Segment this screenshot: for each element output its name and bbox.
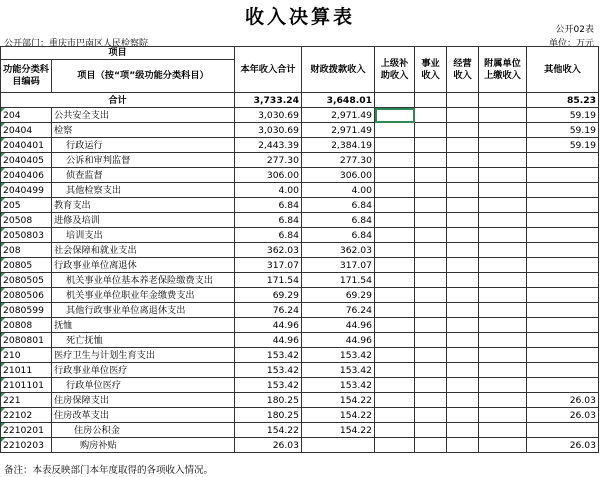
table-row [1,333,599,348]
upper-subsidy-cell[interactable] [375,228,415,243]
name-cell[interactable]: 培训支出 [52,228,235,243]
operating-cell[interactable] [447,363,479,378]
operating-cell[interactable] [447,108,479,123]
affiliated-cell[interactable] [479,363,527,378]
fiscal-cell[interactable]: 44.96 [302,333,375,348]
upper-subsidy-cell[interactable] [375,378,415,393]
name-cell[interactable]: 公诉和审判监督 [52,153,235,168]
business-cell[interactable] [415,123,447,138]
upper-subsidy-cell[interactable] [375,333,415,348]
fiscal-cell[interactable]: 306.00 [302,168,375,183]
upper-subsidy-cell[interactable] [375,138,415,153]
name-cell[interactable]: 教育支出 [52,198,235,213]
fiscal-cell[interactable]: 153.42 [302,363,375,378]
other-cell[interactable]: 59.19 [527,138,599,153]
affiliated-cell[interactable] [479,183,527,198]
table-row [1,438,599,453]
total-income-cell[interactable]: 171.54 [235,273,302,288]
other-cell[interactable] [527,318,599,333]
total-income-cell[interactable]: 26.03 [235,438,302,453]
operating-cell[interactable] [447,258,479,273]
affiliated-cell[interactable] [479,288,527,303]
other-cell[interactable] [527,213,599,228]
operating-cell[interactable] [447,393,479,408]
business-cell[interactable] [415,228,447,243]
business-cell[interactable] [415,393,447,408]
table-row [1,138,599,153]
affiliated-cell[interactable] [479,303,527,318]
affiliated-cell[interactable] [479,408,527,423]
upper-subsidy-cell[interactable] [375,168,415,183]
code-cell[interactable]: 2040499 [1,183,52,198]
affiliated-cell[interactable] [479,228,527,243]
affiliated-cell[interactable] [479,198,527,213]
other-cell[interactable] [527,228,599,243]
total-operating [447,93,479,108]
name-cell[interactable]: 其他行政事业单位离退休支出 [52,303,235,318]
header-upper-subsidy: 上级补助收入 [375,47,415,93]
total-label: 合计 [1,93,235,108]
header-fiscal: 财政拨款收入 [302,47,375,93]
other-cell[interactable] [527,333,599,348]
affiliated-cell[interactable] [479,423,527,438]
fiscal-cell[interactable]: 153.42 [302,348,375,363]
affiliated-cell[interactable] [479,138,527,153]
operating-cell[interactable] [447,318,479,333]
business-cell[interactable] [415,363,447,378]
name-cell[interactable]: 住房改革支出 [52,408,235,423]
fiscal-cell[interactable]: 2,971.49 [302,108,375,123]
fiscal-cell[interactable]: 2,971.49 [302,123,375,138]
upper-subsidy-cell[interactable] [375,258,415,273]
total-income-cell[interactable]: 44.96 [235,318,302,333]
operating-cell[interactable] [447,183,479,198]
unit-label: 单位：万元 [548,39,594,49]
operating-cell[interactable] [447,348,479,363]
name-cell[interactable]: 医疗卫生与计划生育支出 [52,348,235,363]
total-income-cell[interactable]: 317.07 [235,258,302,273]
table-row [1,423,599,438]
code-cell[interactable]: 2210203 [1,438,52,453]
operating-cell[interactable] [447,153,479,168]
table-row [1,273,599,288]
table-row [1,213,599,228]
header-business: 事业收入 [415,47,447,93]
other-cell[interactable]: 26.03 [527,393,599,408]
code-cell[interactable]: 20508 [1,213,52,228]
name-cell[interactable]: 住房保障支出 [52,393,235,408]
name-cell[interactable]: 公共安全支出 [52,108,235,123]
total-income-cell[interactable]: 6.84 [235,228,302,243]
fiscal-cell[interactable]: 154.22 [302,423,375,438]
business-cell[interactable] [415,303,447,318]
total-income-cell[interactable]: 6.84 [235,198,302,213]
affiliated-cell[interactable] [479,108,527,123]
other-cell[interactable] [527,198,599,213]
other-cell[interactable] [527,378,599,393]
total-income-cell[interactable]: 153.42 [235,363,302,378]
affiliated-cell[interactable] [479,273,527,288]
table-row [1,393,599,408]
department-label: 公开部门：重庆市巴南区人民检察院 [4,39,149,49]
header-project: 项目 [1,47,235,60]
name-cell[interactable]: 行政单位医疗 [52,378,235,393]
upper-subsidy-cell[interactable] [375,303,415,318]
name-cell[interactable]: 侦查监督 [52,168,235,183]
affiliated-cell[interactable] [479,393,527,408]
name-cell[interactable]: 住房公积金 [52,423,235,438]
income-table [0,46,599,453]
other-cell[interactable] [527,303,599,318]
business-cell[interactable] [415,408,447,423]
other-cell[interactable]: 59.19 [527,108,599,123]
operating-cell[interactable] [447,273,479,288]
code-cell[interactable]: 21011 [1,363,52,378]
total-income-cell[interactable]: 153.42 [235,348,302,363]
upper-subsidy-cell[interactable] [375,438,415,453]
table-row [1,303,599,318]
affiliated-cell[interactable] [479,333,527,348]
business-cell[interactable] [415,423,447,438]
total-income-cell[interactable]: 153.42 [235,378,302,393]
other-cell[interactable] [527,288,599,303]
upper-subsidy-cell[interactable] [375,393,415,408]
total-income-cell[interactable]: 6.84 [235,213,302,228]
upper-subsidy-cell[interactable] [375,183,415,198]
code-cell[interactable]: 2040406 [1,168,52,183]
total-income-cell[interactable]: 3,030.69 [235,108,302,123]
affiliated-cell[interactable] [479,318,527,333]
table-row [1,258,599,273]
table-row [1,108,599,123]
page-title: 收入决算表 [244,6,355,28]
table-row [1,153,599,168]
fiscal-cell[interactable]: 76.24 [302,303,375,318]
total-income-cell[interactable]: 69.29 [235,288,302,303]
affiliated-cell[interactable] [479,258,527,273]
total-income-cell[interactable]: 180.25 [235,408,302,423]
fiscal-cell[interactable]: 6.84 [302,228,375,243]
business-cell[interactable] [415,273,447,288]
name-cell[interactable]: 机关事业单位职业年金缴费支出 [52,288,235,303]
affiliated-cell[interactable] [479,348,527,363]
table-row [1,243,599,258]
operating-cell[interactable] [447,288,479,303]
upper-subsidy-cell[interactable] [375,408,415,423]
fiscal-cell[interactable]: 171.54 [302,273,375,288]
fiscal-cell[interactable]: 6.84 [302,213,375,228]
affiliated-cell[interactable] [479,153,527,168]
operating-cell[interactable] [447,303,479,318]
operating-cell[interactable] [447,198,479,213]
operating-cell[interactable] [447,168,479,183]
table-row [1,228,599,243]
fiscal-cell[interactable]: 2,384.19 [302,138,375,153]
other-cell[interactable] [527,243,599,258]
business-cell[interactable] [415,318,447,333]
affiliated-cell[interactable] [479,438,527,453]
total-row [1,93,599,108]
code-cell[interactable]: 2040401 [1,138,52,153]
fiscal-cell[interactable]: 44.96 [302,318,375,333]
upper-subsidy-cell[interactable] [375,348,415,363]
code-cell[interactable]: 2080801 [1,333,52,348]
total-fiscal: 3,648.01 [302,93,375,108]
table-row [1,378,599,393]
table-row [1,168,599,183]
code-cell[interactable]: 2040405 [1,153,52,168]
upper-subsidy-cell[interactable] [375,363,415,378]
table-row [1,183,599,198]
business-cell[interactable] [415,378,447,393]
operating-cell[interactable] [447,213,479,228]
name-cell[interactable]: 行政运行 [52,138,235,153]
name-cell[interactable]: 行政事业单位医疗 [52,363,235,378]
fiscal-cell[interactable]: 69.29 [302,288,375,303]
code-cell[interactable]: 2080506 [1,288,52,303]
header-total-income: 本年收入合计 [235,47,302,93]
table-row [1,348,599,363]
name-cell[interactable]: 抚恤 [52,318,235,333]
upper-subsidy-cell[interactable] [375,318,415,333]
operating-cell[interactable] [447,378,479,393]
table-row [1,288,599,303]
operating-cell[interactable] [447,333,479,348]
total-income-cell[interactable]: 2,443.39 [235,138,302,153]
header-affiliated: 附属单位上缴收入 [479,47,527,93]
total-income-cell[interactable]: 76.24 [235,303,302,318]
fiscal-cell[interactable] [302,438,375,453]
business-cell[interactable] [415,258,447,273]
other-cell[interactable]: 59.19 [527,123,599,138]
total-other: 85.23 [527,93,599,108]
total-income-cell[interactable]: 277.30 [235,153,302,168]
name-cell[interactable]: 其他检察支出 [52,183,235,198]
code-cell[interactable]: 2080599 [1,303,52,318]
business-cell[interactable] [415,138,447,153]
fiscal-cell[interactable]: 154.22 [302,393,375,408]
upper-subsidy-cell[interactable] [375,198,415,213]
header-code: 功能分类科目编码 [1,60,52,93]
business-cell[interactable] [415,153,447,168]
header-other: 其他收入 [527,47,599,93]
operating-cell[interactable] [447,438,479,453]
code-cell[interactable]: 20805 [1,258,52,273]
affiliated-cell[interactable] [479,213,527,228]
other-cell[interactable] [527,168,599,183]
code-cell[interactable]: 2050803 [1,228,52,243]
name-cell[interactable]: 社会保障和就业支出 [52,243,235,258]
other-cell[interactable] [527,423,599,438]
total-business [415,93,447,108]
total-income-cell[interactable]: 4.00 [235,183,302,198]
other-cell[interactable] [527,363,599,378]
business-cell[interactable] [415,333,447,348]
fiscal-cell[interactable]: 4.00 [302,183,375,198]
form-number: 公开02表 [555,25,594,35]
business-cell[interactable] [415,438,447,453]
upper-subsidy-cell[interactable] [375,243,415,258]
operating-cell[interactable] [447,423,479,438]
operating-cell[interactable] [447,228,479,243]
header-name: 项目（按“项”级功能分类科目） [52,60,235,93]
fiscal-cell[interactable]: 362.03 [302,243,375,258]
upper-subsidy-cell[interactable] [375,123,415,138]
business-cell[interactable] [415,213,447,228]
total-affiliated [479,93,527,108]
other-cell[interactable] [527,183,599,198]
code-cell[interactable]: 204 [1,108,52,123]
other-cell[interactable] [527,153,599,168]
code-cell[interactable]: 2080505 [1,273,52,288]
code-cell[interactable]: 2101101 [1,378,52,393]
name-cell[interactable]: 死亡抚恤 [52,333,235,348]
upper-subsidy-cell[interactable] [375,213,415,228]
total-income: 3,733.24 [235,93,302,108]
fiscal-cell[interactable]: 6.84 [302,198,375,213]
other-cell[interactable] [527,273,599,288]
upper-subsidy-cell[interactable] [375,153,415,168]
name-cell[interactable]: 购房补贴 [52,438,235,453]
affiliated-cell[interactable] [479,378,527,393]
code-cell[interactable]: 2210201 [1,423,52,438]
business-cell[interactable] [415,288,447,303]
business-cell[interactable] [415,168,447,183]
fiscal-cell[interactable]: 317.07 [302,258,375,273]
total-income-cell[interactable]: 3,030.69 [235,123,302,138]
upper-subsidy-cell[interactable] [375,288,415,303]
table-row [1,318,599,333]
business-cell[interactable] [415,243,447,258]
table-row [1,123,599,138]
other-cell[interactable]: 26.03 [527,408,599,423]
total-upper-subsidy [375,93,415,108]
table-row [1,198,599,213]
other-cell[interactable] [527,258,599,273]
operating-cell[interactable] [447,408,479,423]
fiscal-cell[interactable]: 154.22 [302,408,375,423]
code-cell[interactable]: 210 [1,348,52,363]
table-row [1,408,599,423]
affiliated-cell[interactable] [479,123,527,138]
operating-cell[interactable] [447,123,479,138]
other-cell[interactable]: 26.03 [527,438,599,453]
business-cell[interactable] [415,108,447,123]
fiscal-cell[interactable]: 277.30 [302,153,375,168]
business-cell[interactable] [415,183,447,198]
total-income-cell[interactable]: 44.96 [235,333,302,348]
total-income-cell[interactable]: 362.03 [235,243,302,258]
business-cell[interactable] [415,348,447,363]
name-cell[interactable]: 检察 [52,123,235,138]
fiscal-cell[interactable]: 153.42 [302,378,375,393]
other-cell[interactable] [527,348,599,363]
code-cell[interactable]: 221 [1,393,52,408]
code-cell[interactable]: 22102 [1,408,52,423]
code-cell[interactable]: 205 [1,198,52,213]
upper-subsidy-cell[interactable] [375,273,415,288]
business-cell[interactable] [415,198,447,213]
operating-cell[interactable] [447,243,479,258]
footnote: 备注：本表反映部门本年度取得的各项收入情况。 [4,465,214,476]
name-cell[interactable]: 机关事业单位基本养老保险缴费支出 [52,273,235,288]
name-cell[interactable]: 行政事业单位离退休 [52,258,235,273]
total-income-cell[interactable]: 306.00 [235,168,302,183]
code-cell[interactable]: 20404 [1,123,52,138]
name-cell[interactable]: 进修及培训 [52,213,235,228]
header-operating: 经营收入 [447,47,479,93]
code-cell[interactable]: 20808 [1,318,52,333]
total-income-cell[interactable]: 180.25 [235,393,302,408]
upper-subsidy-cell[interactable] [375,423,415,438]
table-row [1,363,599,378]
upper-subsidy-cell[interactable] [375,108,415,123]
operating-cell[interactable] [447,138,479,153]
code-cell[interactable]: 208 [1,243,52,258]
total-income-cell[interactable]: 154.22 [235,423,302,438]
affiliated-cell[interactable] [479,168,527,183]
affiliated-cell[interactable] [479,243,527,258]
